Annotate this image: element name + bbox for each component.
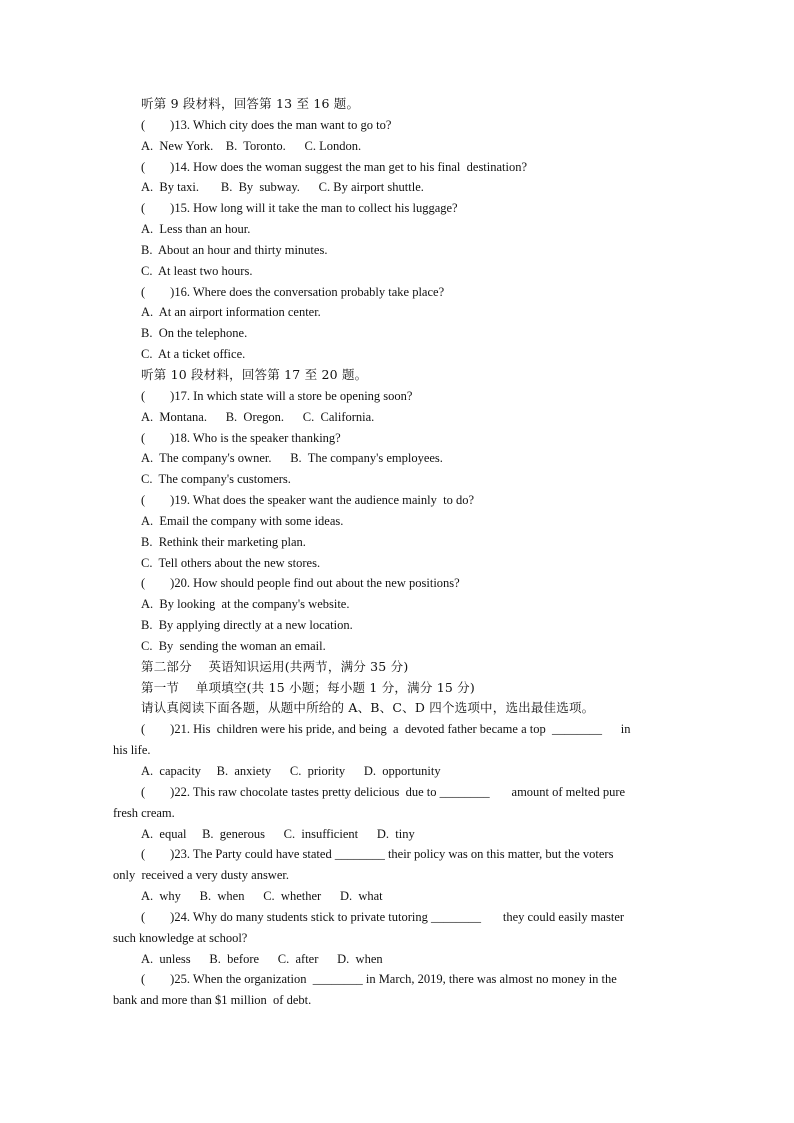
question-24-line-2: such knowledge at school? <box>113 930 248 945</box>
question-16-option-c: C. At a ticket office. <box>141 347 246 362</box>
question-18-options-ab: A. The company's owner. B. The company's employees. <box>141 451 443 466</box>
question-18-option-c: C. The company's customers. <box>141 472 291 487</box>
question-15-option-b: B. About an hour and thirty minutes. <box>141 242 328 257</box>
part-2-title: 第二部分 英语知识运用(共两节，满分 35 分) <box>141 658 409 674</box>
question-24-options: A. unless B. before C. after D. when <box>141 951 383 966</box>
question-22-line-1: ( )22. This raw chocolate tastes pretty delicious due to ________ amount of melted pure <box>141 784 626 799</box>
question-13-stem: ( )13. Which city does the man want to go to? <box>141 117 392 132</box>
question-23-line-2: only received a very dusty answer. <box>113 868 289 883</box>
question-25-line-2: bank and more than $1 million of debt. <box>113 993 312 1008</box>
question-14-stem: ( )14. How does the woman suggest the man get to his final destination? <box>141 159 528 174</box>
question-21-options: A. capacity B. anxiety C. priority D. opportunity <box>141 764 441 778</box>
question-19-option-c: C. Tell others about the new stores. <box>141 555 321 570</box>
question-21-line-2: his life. <box>113 743 151 758</box>
question-15-option-a: A. Less than an hour. <box>141 222 251 237</box>
question-20-option-c: C. By sending the woman an email. <box>141 638 326 653</box>
section-10-header: 听第 10 段材料，回答第 17 至 20 题。 <box>141 366 368 382</box>
question-13-options: A. New York. B. Toronto. C. London. <box>141 138 362 153</box>
section-1-instruction: 请认真阅读下面各题，从题中所给的 A、B、C、D 四个选项中，选出最佳选项。 <box>141 700 595 716</box>
question-22-line-2: fresh cream. <box>113 805 175 820</box>
question-14-options: A. By taxi. B. By subway. C. By airport shuttle. <box>141 180 424 195</box>
question-17-options: A. Montana. B. Oregon. C. California. <box>141 409 375 424</box>
question-20-option-b: B. By applying directly at a new location. <box>141 618 353 633</box>
question-23-options: A. why B. when C. whether D. what <box>141 889 383 904</box>
question-19-option-a: A. Email the company with some ideas. <box>141 513 344 528</box>
section-9-header: 听第 9 段材料，回答第 13 至 16 题。 <box>141 96 360 111</box>
question-16-option-b: B. On the telephone. <box>141 326 248 341</box>
question-18-stem: ( )18. Who is the speaker thanking? <box>141 430 341 445</box>
question-15-option-c: C. At least two hours. <box>141 263 253 278</box>
exam-page <box>113 94 681 1011</box>
question-20-option-a: A. By looking at the company's website. <box>141 597 350 612</box>
question-19-option-b: B. Rethink their marketing plan. <box>141 534 306 549</box>
question-21-line-1: ( )21. His children were his pride, and being a devoted father became a top ________ in <box>141 722 631 737</box>
question-24-line-1: ( )24. Why do many students stick to private tutoring ________ they could easily master <box>141 909 625 924</box>
section-1-title: 第一节 单项填空(共 15 小题；每小题 1 分，满分 15 分) <box>141 679 475 695</box>
question-16-stem: ( )16. Where does the conversation probably take place? <box>141 284 445 299</box>
question-20-stem: ( )20. How should people find out about the new positions? <box>141 576 460 591</box>
question-22-options: A. equal B. generous C. insufficient D. tiny <box>141 826 415 841</box>
question-15-stem: ( )15. How long will it take the man to collect his luggage? <box>141 201 458 216</box>
question-23-line-1: ( )23. The Party could have stated ________ their policy was on this matter, but the voters <box>141 847 614 862</box>
question-16-option-a: A. At an airport information center. <box>141 305 321 320</box>
question-17-stem: ( )17. In which state will a store be opening soon? <box>141 388 413 403</box>
question-25-line-1: ( )25. When the organization ________ in March, 2019, there was almost no money in the <box>141 972 617 987</box>
question-19-stem: ( )19. What does the speaker want the audience mainly to do? <box>141 493 474 508</box>
